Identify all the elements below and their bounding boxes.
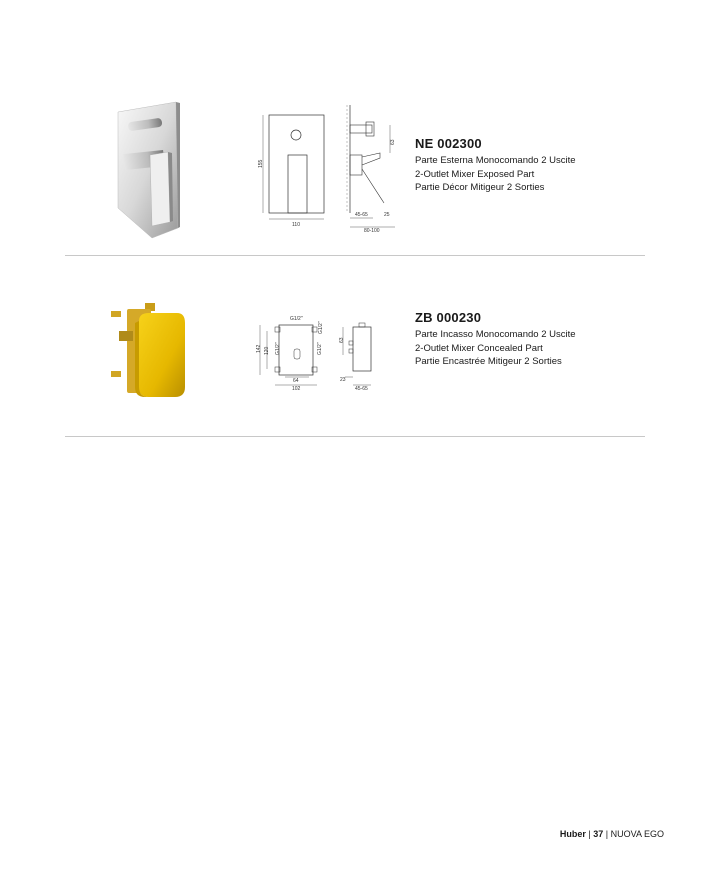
dim-a: 45-65 [355,212,368,218]
divider [65,255,645,256]
desc-fr: Partie Encastrée Mitigeur 2 Sorties [415,356,562,367]
dim-depth: 63 [390,139,396,145]
product-ne-002300 [0,95,710,255]
dim-width: 110 [292,222,300,227]
dim-b: 25 [384,212,390,218]
desc-en: 2-Outlet Mixer Concealed Part [415,342,543,354]
dim-height: 155 [258,159,264,168]
desc-it: Parte Esterna Monocomando 2 Uscite [415,155,576,166]
dim-h2: 120 [264,346,270,355]
dim-c: 80-100 [364,228,380,233]
footer-separator: | [605,829,609,839]
dim-w1: 64 [293,378,299,384]
divider [65,436,645,437]
dim-g3: G1/2" [275,342,281,355]
dim-d2: 45-65 [355,386,368,391]
product-info [415,310,576,369]
dim-g4: G1/2" [317,342,323,355]
dim-d1: 23 [340,377,346,383]
product-code: ZB 000230 [415,310,482,325]
footer-collection: NUOVA EGO [610,829,664,839]
desc-en: 2-Outlet Mixer Exposed Part [415,168,535,180]
product-zb-000230 [0,265,710,435]
dim-v1: 63 [339,337,345,343]
front-dimension-drawing [255,107,330,227]
concealed-front-drawing [255,311,335,391]
page-number: 37 [593,829,604,839]
product-info [415,136,576,195]
dim-g2: G1/2" [318,321,324,334]
footer-separator: | [588,829,591,839]
dim-h1: 142 [256,344,262,353]
product-code: NE 002300 [415,136,482,151]
dim-w2: 102 [292,386,301,391]
footer-brand: Huber [559,829,586,839]
chrome-mixer-photo [110,100,190,240]
dim-g1: G1/2" [290,316,303,322]
desc-fr: Partie Décor Mitigeur 2 Sorties [415,182,545,193]
side-dimension-drawing [340,103,405,233]
desc-it: Parte Incasso Monocomando 2 Uscite [415,329,576,340]
concealed-side-drawing [335,319,385,391]
brass-body-photo [105,301,190,401]
page-footer [560,829,664,839]
